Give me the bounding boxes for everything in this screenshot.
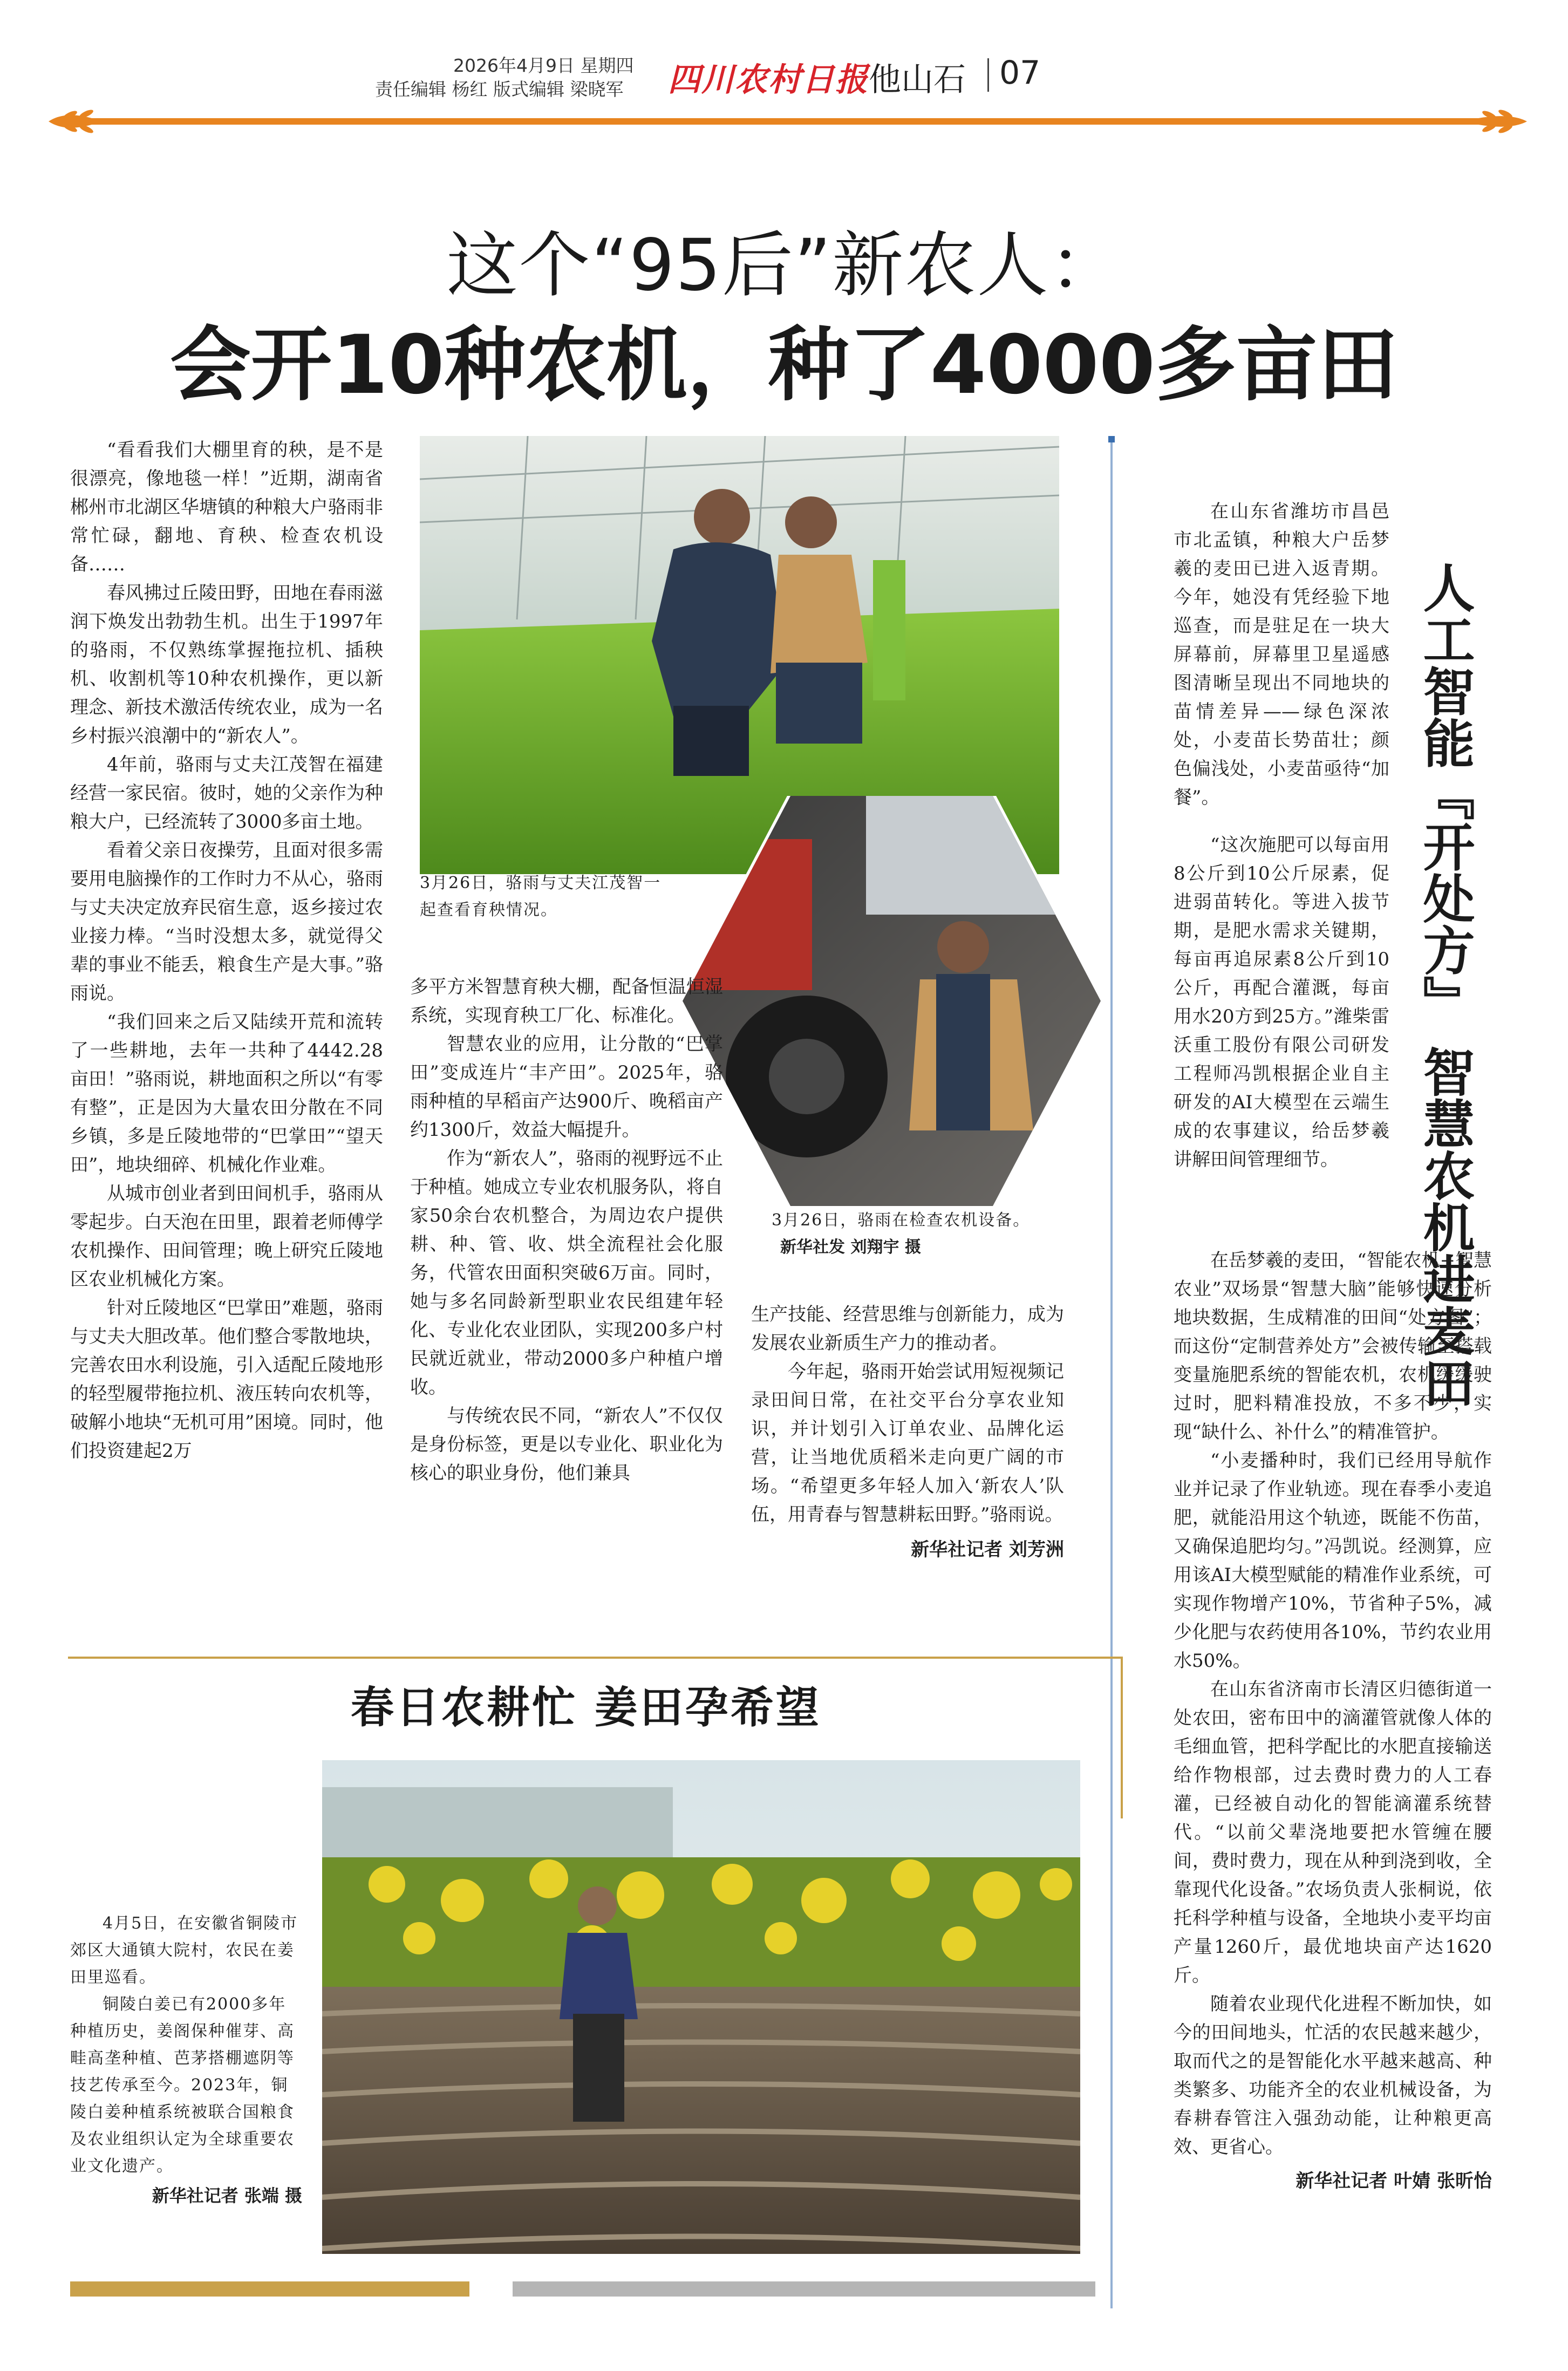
side-column-top — [1174, 498, 1389, 812]
bottom-bar-grey — [513, 2281, 1095, 2297]
lead-paragraph: 与传统农民不同，“新农人”不仅仅是身份标签，更是以专业化、职业化为核心的职业身份，他们兼具 — [410, 1405, 723, 1484]
section-divider — [987, 58, 989, 92]
photo-credit: 新华社发 刘翔宇 摄 — [780, 1238, 921, 1257]
photo-credit: 新华社记者 张端 摄 — [152, 2185, 302, 2206]
lead-paragraph: 生产技能、经营思维与创新能力，成为发展农业新质生产力的推动者。 — [751, 1304, 1064, 1354]
lead-paragraph: 多平方米智慧育秧大棚，配备恒温恒湿系统，实现育秧工厂化、标准化。 — [410, 976, 723, 1026]
caption-photo-greenhouse — [420, 870, 673, 924]
lead-paragraph: “看看我们大棚里育的秧，是不是很漂亮，像地毯一样！”近期，湖南省郴州市北湖区华塘镇的种粮大户骆雨非常忙碌，翻地、育秧、检查农机设备…… — [70, 439, 383, 575]
side-title: 人工智能『开处方』 智慧农机进麦田 — [1415, 561, 1475, 1408]
caption-text: 4月5日，在安徽省铜陵市郊区大通镇大院村，农民在姜田里巡看。 — [70, 1914, 298, 1987]
side-column-full — [1174, 1246, 1492, 2196]
headline-line2: 会开10种农机，种了4000多亩田 — [169, 318, 1399, 412]
caption-text: 3月26日，骆雨与丈夫江茂智一起查看育秧情况。 — [420, 874, 662, 919]
lead-paragraph: 作为“新农人”，骆雨的视野远不止于种植。她成立专业农机服务队，将自家50余台农机整合，为周边农户提供耕、种、管、收、烘全流程社会化服务，代管农田面积突破6万亩。同时，她与多名同龄新型职业农民组建年轻化、专业化农业团队，实现200多户村民就近就业，带动2000多户种植户增收。 — [410, 1148, 723, 1398]
lead-column-2 — [410, 973, 723, 1488]
lead-paragraph: “我们回来之后又陆续开荒和流转了一些耕地，去年一共种了4442.28亩田！”骆雨说，耕地面积之所以“有零有整”，正是因为大量农田分散在不同乡镇，多是丘陵地带的“巴掌田”“望天田”，地块细碎、机械化作业难。 — [70, 1011, 383, 1176]
bottom-caption — [70, 1910, 302, 2209]
side-paragraph: 在山东省潍坊市昌邑市北孟镇，种粮大户岳梦羲的麦田已进入返青期。今年，她没有凭经验下地巡查，而是驻足在一块大屏幕前，屏幕里卫星遥感图清晰呈现出不同地块的苗情差异——绿色深浓处，小麦苗长势苗壮；颜色偏浅处，小麦苗亟待“加餐”。 — [1174, 501, 1389, 808]
headline-line1: 这个“95后”新农人： — [446, 224, 1122, 307]
lead-paragraph: 从城市创业者到田间机手，骆雨从零起步。白天泡在田里，跟着老师傅学农机操作、田间管理；晚上研究丘陵地区农业机械化方案。 — [70, 1183, 383, 1290]
side-paragraph: 在岳梦羲的麦田，“智能农机+智慧农业”双场景“智慧大脑”能够快速分析地块数据，生成精准的田间“处方图”；而这份“定制营养处方”会被传输至搭载变量施肥系统的智能农机，农机缓缓驶过时，肥料精准投放，不多不少，实现“缺什么、补什么”的精准管护。 — [1174, 1250, 1492, 1443]
header-date: 2026年4月9日 星期四 — [453, 55, 634, 76]
bottom-title: 春日农耕忙 姜田孕希望 — [351, 1682, 821, 1733]
side-column-mid — [1174, 831, 1389, 1174]
lead-paragraph: 看着父亲日夜操劳，且面对很多需要用电脑操作的工作时力不从心，骆雨与丈夫决定放弃民宿生意，返乡接过农业接力棒。“当时没想太多，就觉得父辈的事业不能丢，粮食生产是大事。”骆雨说。 — [70, 840, 383, 1004]
photo-machine-check — [683, 796, 1101, 1206]
masthead-logo: 四川农村日报 — [668, 61, 869, 99]
side-paragraph: “小麦播种时，我们已经用导航作业并记录了作业轨迹。现在春季小麦追肥，就能沿用这个轨迹，既能不伤苗，又确保追肥均匀。”冯凯说。经测算，应用该AI大模型赋能的精准作业系统，可实现作物增产10%，节省种子5%，减少化肥与农药使用各10%，节约农业用水50%。 — [1174, 1450, 1492, 1672]
lead-paragraph: 智慧农业的应用，让分散的“巴掌田”变成连片“丰产田”。2025年，骆雨种植的早稻亩产达900斤、晚稻亩产约1300斤，效益大幅提升。 — [410, 1033, 723, 1141]
lead-paragraph: 今年起，骆雨开始尝试用短视频记录田间日常，在社交平台分享农业知识，并计划引入订单农业、品牌化运营，让当地优质稻米走向更广阔的市场。“希望更多年轻人加入‘新农人’队伍，用青春与智慧耕耘田野。”骆雨说。 — [751, 1361, 1064, 1525]
lead-column-3 — [751, 1300, 1064, 1564]
side-paragraph: “这次施肥可以每亩用8公斤到10公斤尿素，促进弱苗转化。等进入拔节期，是肥水需求关键期，每亩再追尿素8公斤到10公斤，再配合灌溉，每亩用水20方到25方。”潍柴雷沃重工股份有限公司研发工程师冯凯根据企业自主研发的AI大模型在云端生成的农事建议，给岳梦羲讲解田间管理细节。 — [1174, 834, 1389, 1170]
side-paragraph: 在山东省济南市长清区归德街道一处农田，密布田中的滴灌管就像人体的毛细血管，把科学配比的水肥直接输送给作物根部，过去费时费力的人工春灌，已经被自动化的智能滴灌系统替代。“以前父辈浇地要把水管缠在腰间，费时费力，现在从种到浇到收，全靠现代化设备。”农场负责人张桐说，依托科学种植与设备，全地块小麦平均亩产量1260斤，最优地块亩产达1620斤。 — [1174, 1679, 1492, 1986]
header-editors: 责任编辑 杨红 版式编辑 梁晓军 — [375, 79, 624, 100]
bottom-bar-gold — [70, 2281, 469, 2297]
side-paragraph: 随着农业现代化进程不断加快，如今的田间地头，忙活的农民越来越少，取而代之的是智能化水平越来越高、种类繁多、功能齐全的农业机械设备，为春耕春管注入强劲动能，让种粮更高效、更省心。 — [1174, 1993, 1492, 2158]
lead-column-1 — [70, 436, 383, 1466]
header-rule — [32, 105, 1538, 138]
caption-photo-machine — [772, 1207, 1052, 1261]
lead-paragraph: 4年前，骆雨与丈夫江茂智在福建经营一家民宿。彼时，她的父亲作为种粮大户，已经流转了3000多亩土地。 — [70, 754, 383, 833]
lead-byline: 新华社记者 刘芳洲 — [911, 1539, 1064, 1561]
caption-text: 3月26日，骆雨在检查农机设备。 新华社发 刘翔宇 摄 — [772, 1211, 1031, 1257]
side-byline: 新华社记者 叶婧 张昕怡 — [1296, 2170, 1492, 2192]
page-number: 07 — [999, 54, 1041, 92]
side-divider-top-mark — [1108, 436, 1115, 442]
section-name: 他山石 — [869, 61, 966, 99]
lead-paragraph: 春风拂过丘陵田野，田地在春雨滋润下焕发出勃勃生机。出生于1997年的骆雨，不仅熟练掌握拖拉机、插秧机、收割机等10种农机操作，更以新理念、新技术激活传统农业，成为一名乡村振兴浪潮中的“新农人”。 — [70, 582, 383, 747]
photo-ginger-field — [322, 1760, 1080, 2254]
caption-text: 铜陵白姜已有2000多年种植历史，姜阁保种催芽、高畦高垄种植、芭茅搭棚遮阴等技艺传承至今。2023年，铜陵白姜种植系统被联合国粮食及农业组织认定为全球重要农业文化遗产。 — [70, 1995, 295, 2176]
lead-paragraph: 针对丘陵地区“巴掌田”难题，骆雨与丈夫大胆改革。他们整合零散地块，完善农田水利设施，引入适配丘陵地形的轻型履带拖拉机、液压转向农机等，破解小地块“无机可用”困境。同时，他们投资建起2万 — [70, 1297, 383, 1462]
